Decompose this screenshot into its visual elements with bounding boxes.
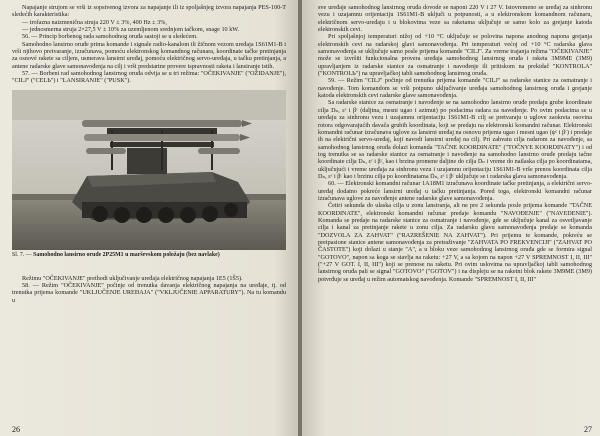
- page-number-left: 26: [12, 424, 20, 434]
- left-page: [0, 0, 298, 436]
- right-paragraph-2: Pri spoljašnjoj temperaturi nižoj od +10 °C uključuje se polovina napona anodnog napona grejanja elektronskih cevi na radarskoj glavi samonavođenja. Pri temperaturi većoj od +10 °C radarska glava samonavođenja se uključuje samo posle prijema komande "CILJ". Za vreme trajanja režima "OČEKIVANJE" može se izvršiti funkcionalna provera uređaja samohodnog lansirnog oruđa i raketa 3M9ME (3M9) upravljanjem iz radarske stanice za osmatranje i navođenje ili pritiskom na prekidač "KONTROLA" ("KONTROLЬ") na upravljačkoj tabli samohodnog lansirnog oruđa.: [318, 33, 592, 78]
- section-60-body: 60. — Elektronski komandni računar 1A18M1 izračunava koordinate tačke pretinjanja, a električni servo-uređaj dodatno pokreće lansirni uređaj u tačku pretinjanja. Pored toga, elektronski komandni računar izračunava uglove za navođenje antene radarske glave samonavođenja.: [318, 180, 592, 202]
- power-supply-intro: Napajanje strujom se vrši iz sopstvenog izvora za napajanje ili iz spoljašnjeg izvora napajanja PES-100-T sledećih karakteristika:: [12, 4, 286, 19]
- section-56-heading: 56. — Princip borbenog rada samohodnog oruđa sastoji se u sledećem.: [22, 33, 198, 41]
- section-56-body: Samohodno lansirno oruđe prima komande i signale radio-kanalom ili žičnom vezom uređaja 1S61M1-B i vrši njihovo pretvaranje, izračunava, pomoću elektronskog komandnog računara, koordinate tačke pretinjanja za osnové rakete sa ciljem, usmerava lansirni uređaj, pomoću električnog servo-uređaja, u tačku pretinjanja, a antene radarske glave samonavođenja na cilj i vrši predstartne provere ispravnosti raketa i lansiranje istih.: [12, 40, 286, 70]
- expectation-mode-intro: Režimu "OČEKIVANJE" prethodi uključivanje uređaja električnog napajanja 1E5 (1Š5).: [22, 274, 243, 282]
- section-59-body: 59. — Režim "CILJ" počinje od trenutka prijema komande "CILJ" sa radarske stanice za osmatranje i navođenje. Tom komandom se vrši potpuno uključivanje uređaja samohodnog lansirnog oruđa i grejanje katoda elektronskih cevi radarske glave samonavođenja.: [318, 77, 592, 100]
- dc-supply-spec: — jednosmerna struja 2×27,5 V ± 10% za uzemljenom srednjom tačkom, snage 10 kW.: [22, 26, 240, 34]
- right-paragraph-6: Četiri sekunda do ulaska cilja u zonu lansiranja, ali ne pre 2 sekunda posle prijema komande "TAČNE KOORDINATE", elektronski komandni računar predaje komandu "NAVOĐENJE" ("NAVEDENIE"). Komanda se predaje na radarske stanice za osmatranje i navođenje, gde se uključuje kanal za osvetljavanje cilja i kanal za pretinjanje rakete u zonu cilja. Za radarsku glavu samonavođenja predaje se komanda "DOZVOLA ZA ZAHVAT" ("RAZREŠENIE NA ZAHVAT"). Pri prijemu te komande, pokreću se pretpasione stanice antene samonavođenja za pretraživanje "ZAHVATA PO FREKVENCIJI" ("ZAHVAT PO ČASTOTE") koji dolazi u stanje "A", a u bloku veze samohodnog lansirnog oruđa gde se formira signal "GOTOVO", napon sa koga se stavlja na raketu: +27 V, a sa kojom na napon +27 V SPREMNOST I, II, III" ("+27 V GOT. I, II, III") koji se prenose na raketu. Pri ovim uslovima na upravljačkoj tabli samohodnog lansirnog oruđa pali se signal "GOTOVO" ("GOTOV") i na displeju se na raketni blok rakete 3M9ME (3M9) potvrđuje se uređaj u režim automatskog navođenja. Komande "SPREMNOST I, II, III": [318, 202, 592, 283]
- figure-caption-label: Sl. 7. —: [12, 251, 32, 258]
- page-number-right: 27: [584, 424, 592, 434]
- right-paragraph-4: Sa radarske stanice za osmatranje i navođenje se na samohodno lansirno oruđe predaju grube koordinate cilja Dₙ, εᶜ i βᶜ (daljina, mesni ugao i azimut) po podacima radara za navođenje. Po ovim podacima se u uređaju za sinhronu vezu i uzajamnu orijentaciju 1S61M1-B cilj se pretvaraju u uglove zaokreta osovina rotora odgovarajućih davača grubih koordinata, koji se predaju na elektronski komandni računar. Elektronski komandni računar izračunava uglove za lansirni uređaj na osnovu prijema ugao i mesni ugao (ψᶜ i βᶜ) i predaje ih na električni servo-uređaj, koji navodi lansirni uređaj na cilj. Pri zahvatu cilja radarom za navođenje, sa samohodnog lansirnog oruđa dolazi komanda "TAČNE KOORDINATE" ("TOČNYE KOORDINATY") i od tog trenutka se sa radarske stanice za osmatranje i navođenje na samohodno lansirno oruđe predaju tačne koordinate cilja Dₙ, εᶜ i βᶜ, kao i brzina promene daljine do cilja Ḋₙ i vreme do nailaska cilja po koordinatama, uključujući i vreme uređaja za sinhronu vezu i uzajamnu orijentaciju 1S61M1-B vrše prenos koordinata cilja Dₙ, εᶜ i βᶜ kao i brzinu cilja po koordinatama Ḋₙ, εᶜ i βᶜ uključuje se i radarska glava samonavođenja.: [318, 99, 592, 180]
- figure-caption: [12, 252, 286, 259]
- ac-supply-spec: — trofazna naizmenična struja 220 V ± 3%, 400 Hz ± 3%,: [22, 18, 167, 26]
- figure-caption-text: Samohodno lansirno oruđe 2P25M1 u marševskom položaju (bez navlake): [33, 251, 220, 258]
- right-page: [302, 0, 600, 436]
- launcher-vehicle-photo: [12, 90, 286, 250]
- section-57-body: 57. — Borbeni rad samohodnog lansirnog oruđa odvija se u tri režima: "OČEKIVANJE" ("OŽIDANJE"), "CILJ" ("CELЬ") i "LANSIRANJE" ("PUSK").: [12, 70, 286, 85]
- right-paragraph-1: sve uređaje samohodnog lansirnog oruđa dovode se naponi 220 V i 27 V. Istovremeno se uređaj za sinhronu vezu i uzajamnu orijentaciju 1S61M1-B uključi u potpunosti, a u elektronskom komandnom računaru, električnom servo-uređaju i u blokovima veze sa raketama uključuje se samo kolo za grejanje katoda elektronskih cevi.: [318, 4, 592, 34]
- figure-7: [12, 90, 286, 272]
- vehicle-body: [72, 172, 250, 223]
- section-58-body: 58. — Režim "OČEKIVANJE" počinje od trenutka davanja električnog napajanja na uređaje, tj. od trenutka prijema komande "UKLJUČENJE UREĐAJA" ("VKLJUČENIE APPARATURY"). Na tu komandu u: [12, 282, 286, 304]
